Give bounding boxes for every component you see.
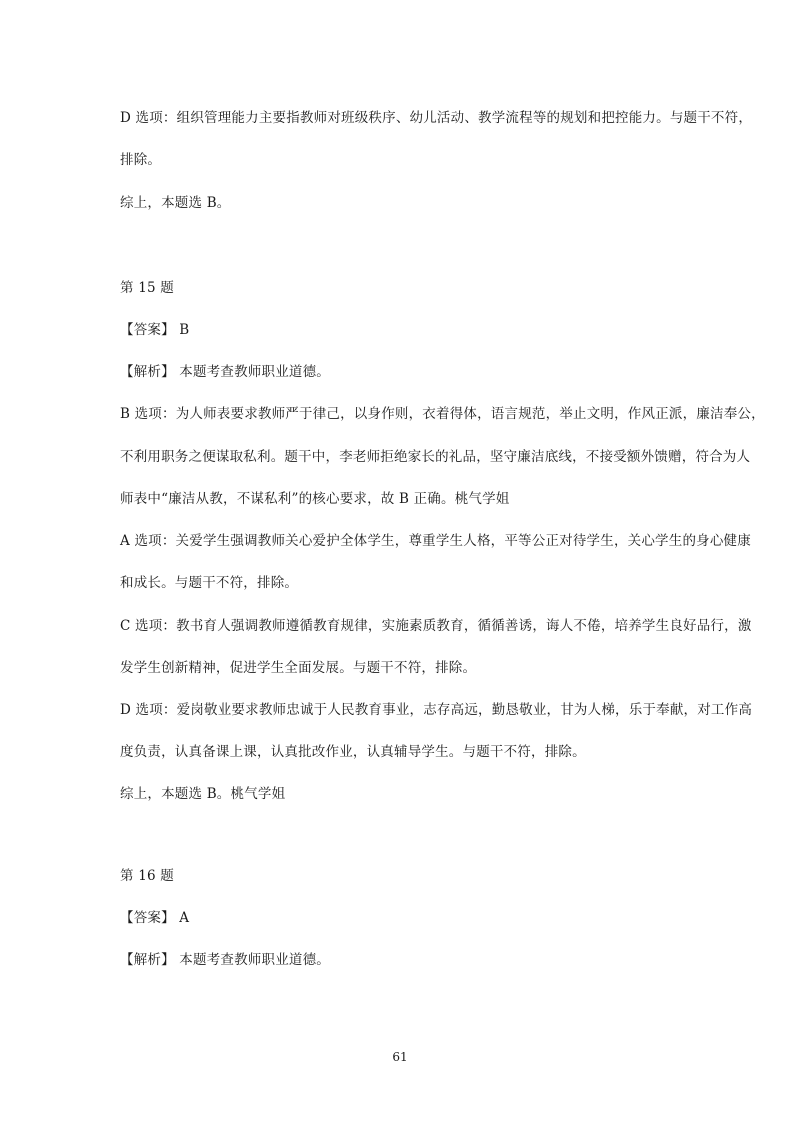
analysis-line: 【解析】 本题考查教师职业道德。 [120,952,330,968]
text-line: A 选项：关爱学生强调教师关心爱护全体学生，尊重学生人格，平等公正对待学生，关心学生的身心健康 [120,533,751,549]
answer-line: 【答案】 A [120,910,190,926]
analysis-line: 【解析】 本题考查教师职业道德。 [120,364,330,380]
text-line: C 选项：教书育人强调教师遵循教育规律，实施素质教育，循循善诱，诲人不倦，培养学生良好品行，激 [120,618,752,634]
text-line: 发学生创新精神，促进学生全面发展。与题干不符，排除。 [120,660,477,676]
conclusion-line: 综上，本题选 B。 [120,195,231,211]
text-line: B 选项：为人师表要求教师严于律己，以身作则，衣着得体，语言规范，举止文明，作风正派，廉洁奉公， [120,406,765,422]
text-line: 不利用职务之便谋取私利。题干中，李老师拒绝家长的礼品，坚守廉洁底线，不接受额外馈赠，符合为人 [120,449,751,465]
text-line: 度负责，认真备课上课，认真批改作业，认真辅导学生。与题干不符，排除。 [120,744,586,760]
text-line: D 选项：爱岗敬业要求教师忠诚于人民教育事业，志存高远，勤恳敬业，甘为人梯，乐于奉献，对工作高 [120,702,753,718]
conclusion-line: 综上，本题选 B。桃气学姐 [120,786,286,802]
question-heading: 第 16 题 [120,868,174,884]
page-number: 61 [392,1050,408,1064]
text-line: 师表中“廉洁从教，不谋私利”的核心要求，故 B 正确。桃气学姐 [120,491,510,507]
text-line: 排除。 [120,152,162,168]
text-line: 和成长。与题干不符，排除。 [120,575,299,591]
text-line: D 选项：组织管理能力主要指教师对班级秩序、幼儿活动、教学流程等的规划和把控能力。与题干不符， [120,110,753,126]
question-heading: 第 15 题 [120,280,174,296]
answer-line: 【答案】 B [120,322,190,338]
